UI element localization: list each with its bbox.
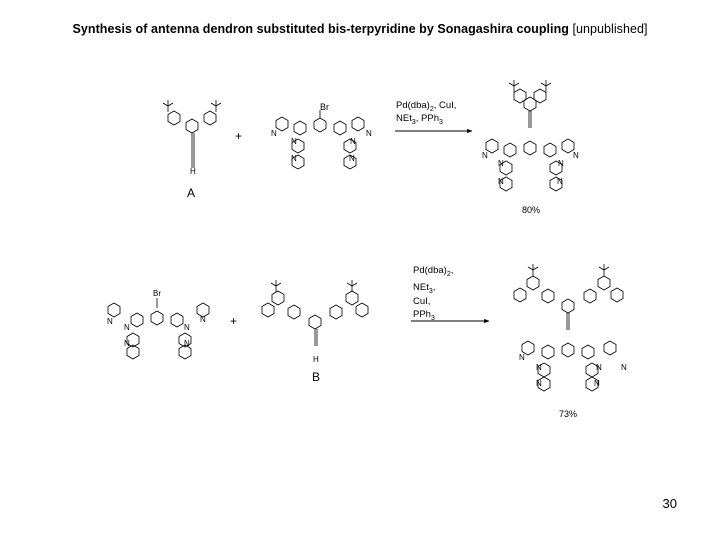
title-main: Synthesis of antenna dendron substituted bis-terpyridine by Sonagashira coupling <box>72 22 569 36</box>
plus-sign: + <box>235 129 243 143</box>
atom-n: N <box>558 159 564 168</box>
reagents-b-line2: NEt$_3$, <box>413 282 436 295</box>
scheme-a <box>163 80 579 215</box>
reagents-a-line2: NEt$_3$, PPh$_3$ <box>396 113 443 126</box>
atom-n: N <box>124 339 130 348</box>
product-b <box>514 264 623 391</box>
scheme-b <box>107 264 627 419</box>
atom-n: N <box>557 177 563 186</box>
atom-n: N <box>291 154 297 163</box>
atom-n: N <box>536 379 542 388</box>
atom-n: N <box>594 379 600 388</box>
atom-n: N <box>350 137 356 146</box>
yield-a: 80% <box>522 205 541 215</box>
atom-n: N <box>596 363 602 372</box>
atom-n: N <box>349 154 355 163</box>
atom-n: N <box>107 317 113 326</box>
reagents-b-line4: PPh$_3$ <box>413 309 435 322</box>
scheme-b-label: B <box>312 370 321 384</box>
atom-n: N <box>573 151 579 160</box>
atom-n: N <box>291 137 297 146</box>
atom-br: Br <box>320 102 329 112</box>
atom-n: N <box>184 339 190 348</box>
yield-b: 73% <box>559 409 578 419</box>
atom-h: H <box>190 167 196 176</box>
atom-br: Br <box>153 289 161 298</box>
dendron-reactant-b <box>262 280 368 346</box>
atom-n: N <box>271 129 277 138</box>
page-number: 30 <box>662 496 677 511</box>
dendron-reactant-a <box>163 100 221 168</box>
atom-n: N <box>200 315 206 324</box>
reagents-b-line3: CuI, <box>413 296 431 307</box>
reagents-a-line1: $Pd(dba)_2$, CuI, <box>396 100 457 113</box>
atom-n: N <box>519 353 525 362</box>
product-a <box>486 80 574 191</box>
atom-n: N <box>498 159 504 168</box>
atom-n: N <box>498 177 504 186</box>
atom-n: N <box>621 363 627 372</box>
title-suffix: [unpublished] <box>568 22 648 36</box>
atom-n: N <box>536 363 542 372</box>
reagents-b-line1: $Pd(dba)_2$, <box>413 265 454 278</box>
scheme-a-label: A <box>187 186 196 200</box>
atom-n: N <box>124 323 130 332</box>
atom-n: N <box>482 151 488 160</box>
plus-sign-b: + <box>230 314 238 328</box>
atom-h: H <box>313 355 319 364</box>
atom-n: N <box>366 129 372 138</box>
atom-n: N <box>184 323 190 332</box>
